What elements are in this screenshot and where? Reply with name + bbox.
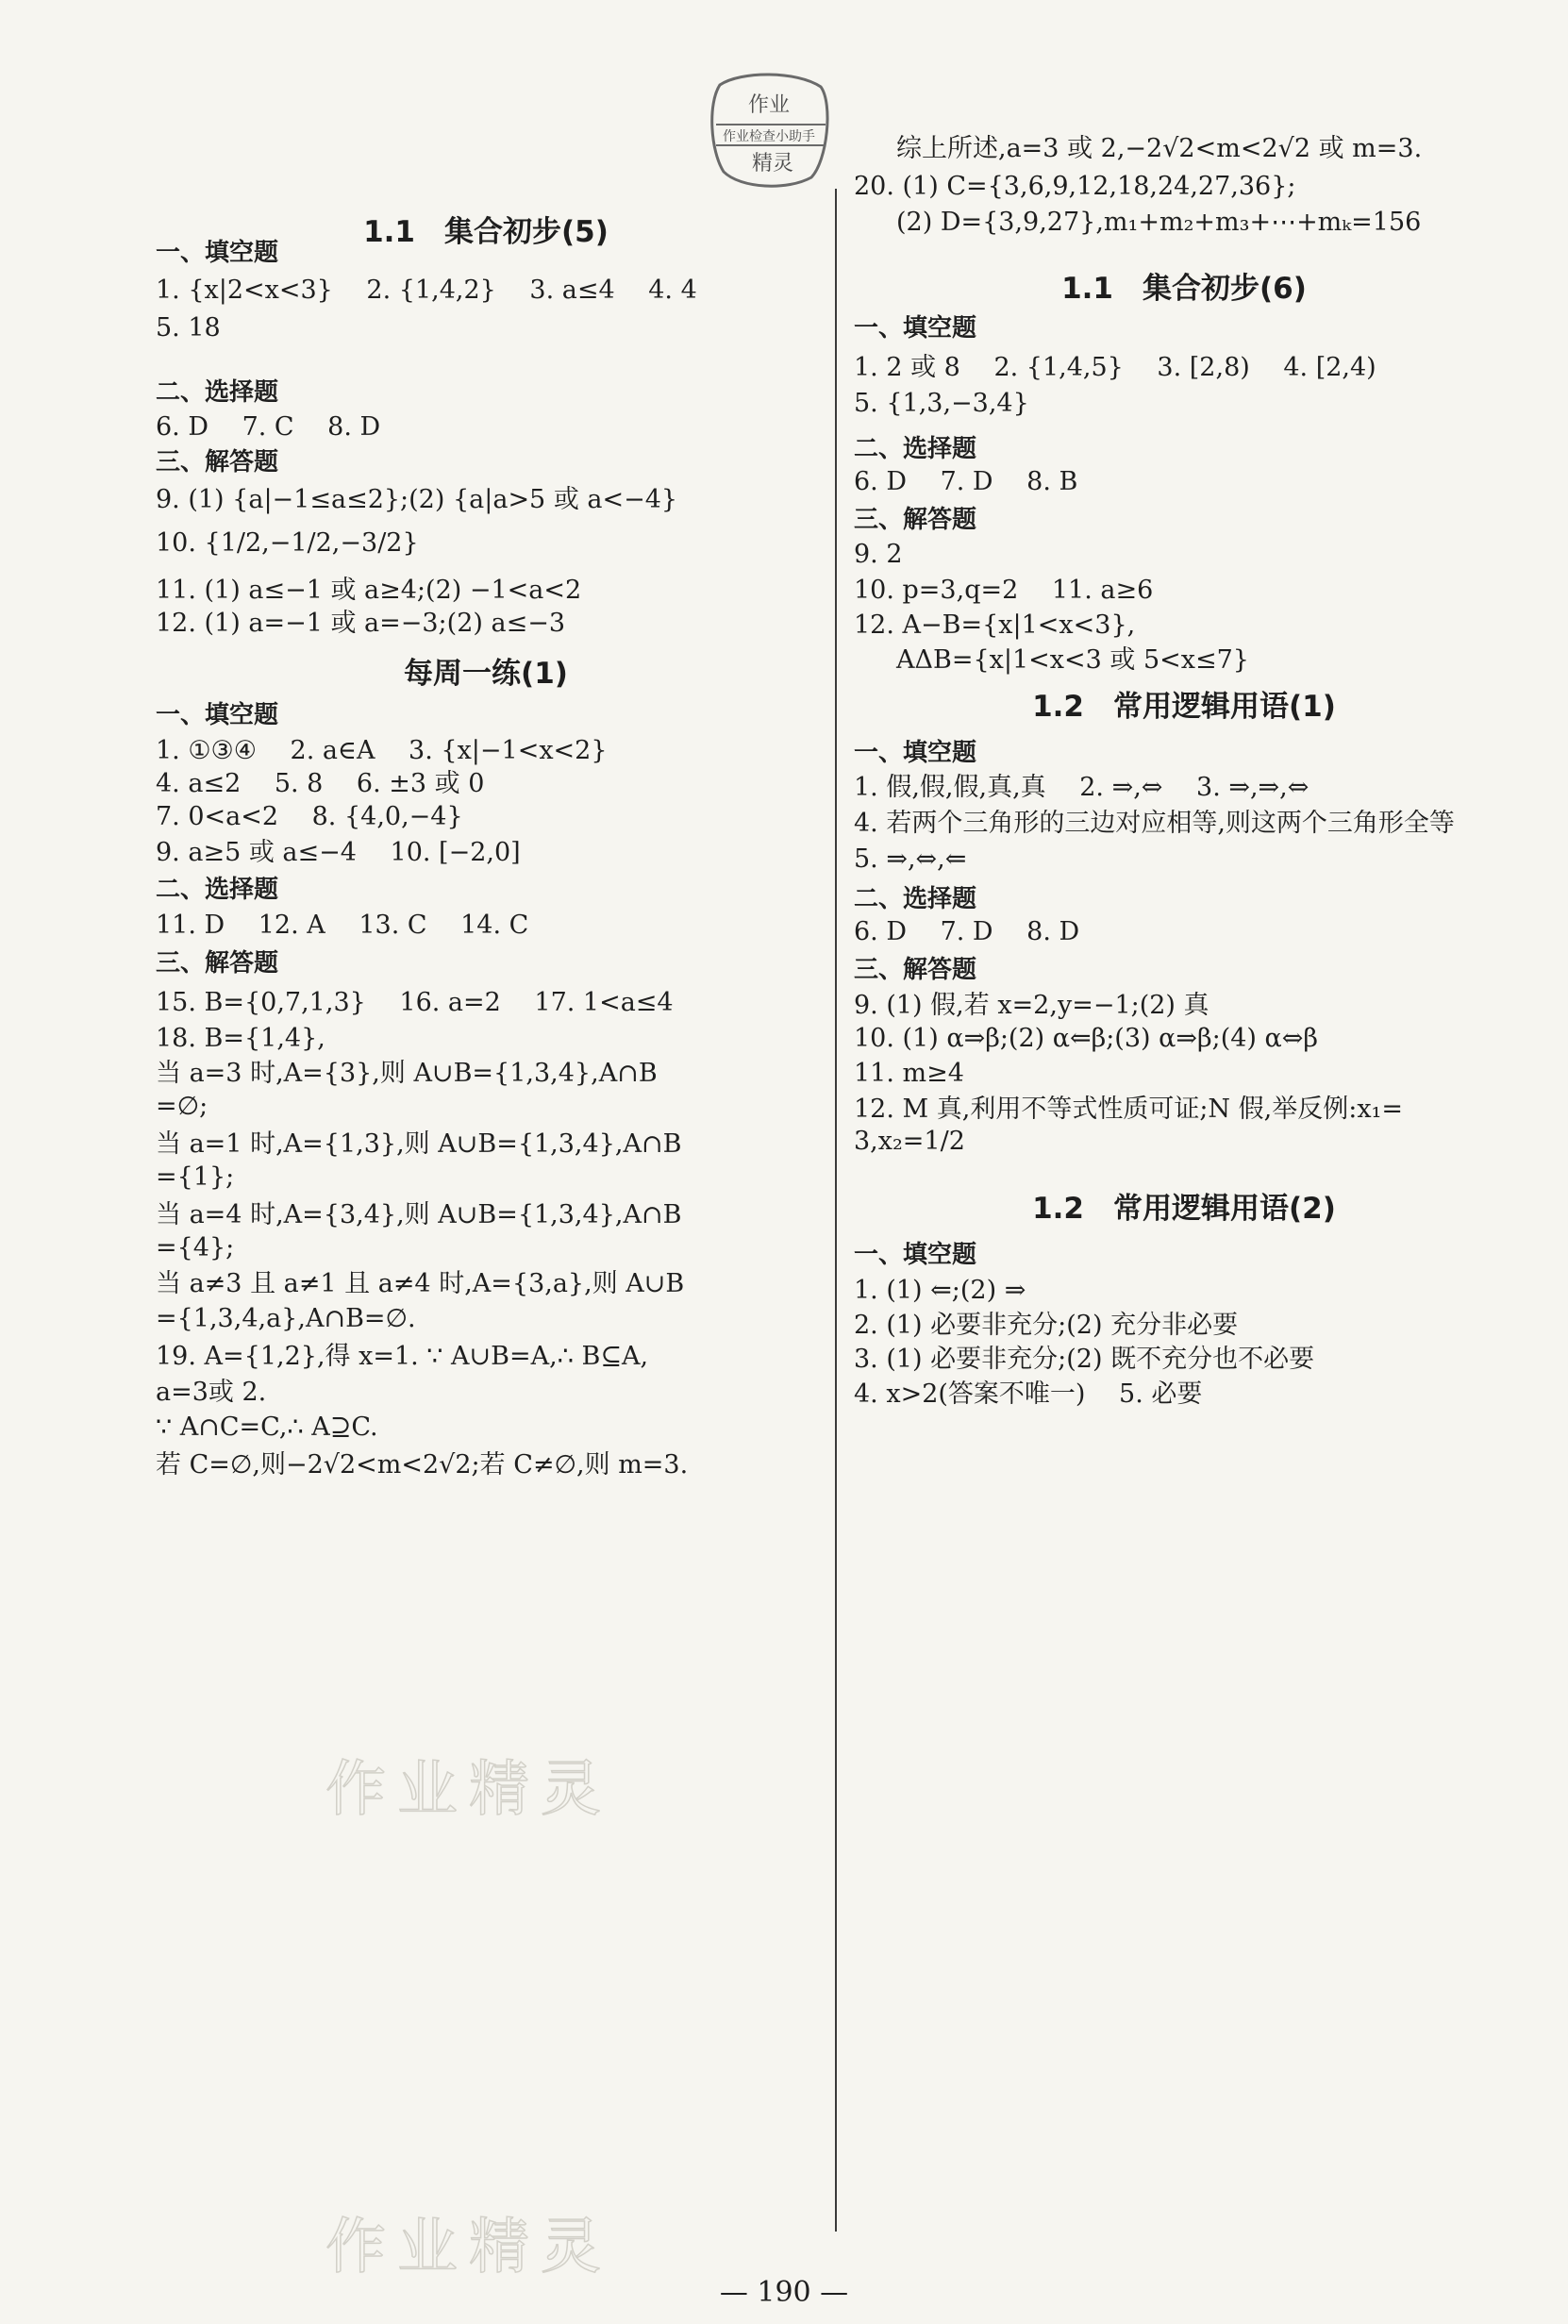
right-line-25: 12. M 真,利用不等式性质可证;N 假,举反例:x₁=	[854, 1095, 1403, 1124]
right-line-6: 5. {1,3,−3,4}	[854, 389, 1029, 418]
right-sec-19: 二、选择题	[854, 885, 977, 913]
left-line-26: 当 a=4 时,A={3,4},则 A∪B={1,3,4},A∩B	[156, 1200, 682, 1229]
right-title-3: 1.1 集合初步(6)	[1061, 272, 1307, 306]
right-title-27: 1.2 常用逻辑用语(2)	[1032, 1192, 1336, 1226]
right-line-30: 2. (1) 必要非充分;(2) 充分非必要	[854, 1311, 1239, 1340]
right-sec-21: 三、解答题	[854, 956, 977, 984]
left-line-13: 1. ①③④ 2. a∈A 3. {x|−1<x<2}	[156, 736, 608, 765]
left-line-23: =∅;	[156, 1092, 209, 1121]
right-line-13: AΔB={x|1<x<3 或 5<x≤7}	[896, 645, 1249, 675]
left-line-32: ∵ A∩C=C,∴ A⊇C.	[156, 1413, 378, 1442]
watermark-2: 作业精灵	[325, 2213, 612, 2282]
left-line-9: 11. (1) a≤−1 或 a≥4;(2) −1<a<2	[156, 576, 582, 605]
left-line-33: 若 C=∅,则−2√2<m<2√2;若 C≠∅,则 m=3.	[156, 1450, 689, 1480]
right-line-10: 9. 2	[854, 540, 903, 569]
left-sec-6: 三、解答题	[156, 448, 279, 477]
right-line-23: 10. (1) α⇒β;(2) α⇐β;(3) α⇒β;(4) α⇔β	[854, 1024, 1318, 1053]
stamp-middle-text: 作业检查小助手	[723, 129, 815, 144]
left-sec-12: 一、填空题	[156, 701, 279, 729]
right-line-16: 1. 假,假,假,真,真 2. ⇒,⇔ 3. ⇒,⇒,⇔	[854, 773, 1309, 802]
left-line-25: ={1};	[156, 1162, 235, 1192]
left-line-3: 5. 18	[156, 313, 221, 343]
right-line-24: 11. m≥4	[854, 1059, 964, 1088]
left-line-15: 7. 0<a<2 8. {4,0,−4}	[156, 802, 463, 831]
right-line-18: 5. ⇒,⇔,⇐	[854, 844, 967, 874]
right-title-14: 1.2 常用逻辑用语(1)	[1032, 690, 1336, 724]
right-line-12: 12. A−B={x|1<x<3},	[854, 610, 1136, 640]
right-line-5: 1. 2 或 8 2. {1,4,5} 3. [2,8) 4. [2,4)	[854, 353, 1376, 382]
stamp-bottom-text: 精灵	[751, 152, 794, 176]
left-line-22: 当 a=3 时,A={3},则 A∪B={1,3,4},A∩B	[156, 1059, 658, 1088]
left-line-28: 当 a≠3 且 a≠1 且 a≠4 时,A={3,a},则 A∪B	[156, 1269, 685, 1298]
left-line-18: 11. D 12. A 13. C 14. C	[156, 911, 529, 940]
left-line-29: ={1,3,4,a},A∩B=∅.	[156, 1304, 416, 1333]
left-line-27: ={4};	[156, 1233, 235, 1262]
right-line-29: 1. (1) ⇐;(2) ⇒	[854, 1276, 1026, 1305]
right-line-2: (2) D={3,9,27},m₁+m₂+m₃+⋯+mₖ=156	[896, 208, 1422, 237]
left-sec-4: 二、选择题	[156, 378, 279, 407]
right-sec-15: 一、填空题	[854, 739, 977, 767]
right-sec-4: 一、填空题	[854, 314, 977, 343]
left-line-14: 4. a≤2 5. 8 6. ±3 或 0	[156, 769, 485, 798]
right-line-11: 10. p=3,q=2 11. a≥6	[854, 576, 1154, 605]
right-sec-9: 三、解答题	[854, 506, 977, 534]
stamp-top-text: 作业	[747, 93, 791, 117]
left-title-0: 1.1 集合初步(5)	[363, 215, 609, 249]
right-line-1: 20. (1) C={3,6,9,12,18,24,27,36};	[854, 172, 1296, 201]
left-line-10: 12. (1) a=−1 或 a=−3;(2) a≤−3	[156, 609, 566, 638]
left-line-8: 10. {1/2,−1/2,−3/2}	[156, 528, 419, 558]
left-title-11: 每周一练(1)	[404, 657, 568, 691]
left-line-30: 19. A={1,2},得 x=1. ∵ A∪B=A,∴ B⊆A,	[156, 1342, 649, 1371]
right-line-31: 3. (1) 必要非充分;(2) 既不充分也不必要	[854, 1345, 1315, 1374]
watermark-1: 作业精灵	[325, 1755, 612, 1825]
right-sec-28: 一、填空题	[854, 1241, 977, 1269]
left-sec-1: 一、填空题	[156, 239, 279, 267]
left-line-21: 18. B={1,4},	[156, 1024, 325, 1053]
right-line-32: 4. x>2(答案不唯一) 5. 必要	[854, 1379, 1203, 1409]
left-sec-19: 三、解答题	[156, 949, 279, 978]
left-line-16: 9. a≥5 或 a≤−4 10. [−2,0]	[156, 838, 521, 867]
left-line-24: 当 a=1 时,A={1,3},则 A∪B={1,3,4},A∩B	[156, 1129, 682, 1159]
left-line-20: 15. B={0,7,1,3} 16. a=2 17. 1<a≤4	[156, 988, 674, 1017]
left-line-7: 9. (1) {a|−1≤a≤2};(2) {a|a>5 或 a<−4}	[156, 485, 678, 514]
right-line-26: 3,x₂=1/2	[854, 1127, 965, 1156]
right-sec-7: 二、选择题	[854, 435, 977, 463]
right-line-0: 综上所述,a=3 或 2,−2√2<m<2√2 或 m=3.	[896, 134, 1423, 163]
right-line-8: 6. D 7. D 8. B	[854, 467, 1078, 496]
column-divider	[835, 189, 837, 2232]
left-line-2: 1. {x|2<x<3} 2. {1,4,2} 3. a≤4 4. 4	[156, 276, 697, 305]
stamp-logo	[703, 66, 835, 193]
right-line-17: 4. 若两个三角形的三边对应相等,则这两个三角形全等	[854, 809, 1455, 838]
left-line-31: a=3或 2.	[156, 1378, 267, 1407]
right-line-22: 9. (1) 假,若 x=2,y=−1;(2) 真	[854, 991, 1209, 1020]
right-line-20: 6. D 7. D 8. D	[854, 917, 1080, 946]
left-line-5: 6. D 7. C 8. D	[156, 412, 381, 442]
left-sec-17: 二、选择题	[156, 876, 279, 904]
page-number: — 190 —	[719, 2276, 849, 2309]
